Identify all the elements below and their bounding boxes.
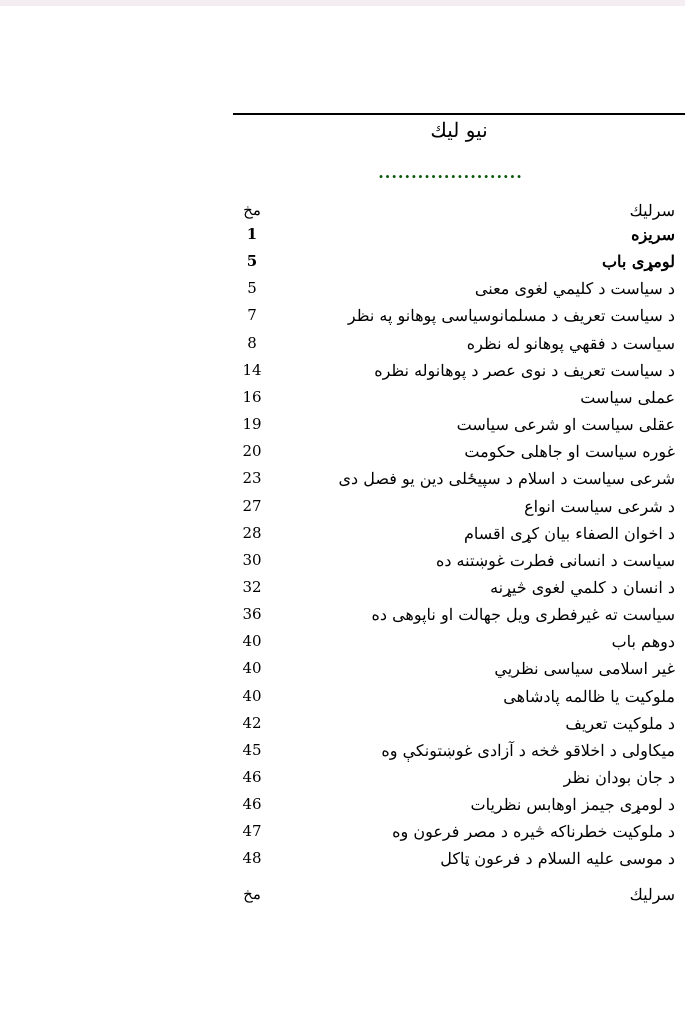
toc-entry-page: 5 [246,252,258,270]
toc-entry-label: د اخوان الصفاء بيان كړى اقسام [463,524,675,543]
toc-footer-row [0,881,685,908]
toc-entry-label: غير اسلامى سياسى نظريي [494,659,675,678]
decorative-dots: ...................... [378,163,523,182]
toc-entry-page: 47 [242,822,262,840]
toc-entry-label: سياست د فقهي پوهانو له نظره [466,334,675,353]
toc-entry-label: دوهم باب [611,632,675,651]
toc-row [0,465,685,492]
toc-header-row [0,197,685,224]
toc-row [0,791,685,818]
toc-header-page: مخ [243,201,261,219]
toc-entry-page: 46 [242,768,262,786]
toc-entry-label: سياست د انسانى فطرت غوښتنه ده [435,551,675,570]
toc-entry-label: ملوكيت يا ظالمه پادشاهى [503,687,675,706]
toc-entry-label: د جان بودان نظر [563,768,675,787]
toc-row [0,628,685,655]
toc-row [0,764,685,791]
toc-entry-page: 19 [242,415,262,433]
toc-footer-page: مخ [243,885,261,903]
page-top-strip [0,0,685,6]
toc-entry-page: 20 [242,442,262,460]
toc-row [0,384,685,411]
toc-footer-label: سرليك [629,885,675,904]
toc-entry-page: 23 [242,469,262,487]
toc-entry-page: 45 [242,741,262,759]
page-title: نيو ليك [430,118,488,142]
toc-entry-label: د ملوكيت تعريف [565,714,675,733]
toc-row [0,438,685,465]
toc-entry-page: 40 [242,659,262,677]
toc-row [0,493,685,520]
toc-entry-page: 30 [242,551,262,569]
toc-row [0,710,685,737]
toc-entry-page: 16 [242,388,262,406]
title-rule [233,113,685,115]
toc-entry-label: غوره سياست او جاهلى حكومت [464,442,675,461]
toc-row [0,818,685,845]
toc-entry-label: د ملوكيت خطرناكه څيره د مصر فرعون وه [392,822,675,841]
toc-entry-label: د سياست تعريف د مسلمانوسياسى پوهانو په نظر [347,306,675,325]
toc-entry-page: 1 [246,225,258,243]
toc-entry-label: عقلی سياست او شرعى سياست [456,415,675,434]
toc-row [0,655,685,682]
toc-row [0,601,685,628]
toc-entry-page: 32 [242,578,262,596]
toc-entry-label: د لومړى جيمز اوهابس نظريات [470,795,675,814]
toc-entry-label: سياست ته غيرفطرى ويل جهالت او ناپوهى ده [371,605,675,624]
toc-entry-label: د انسان د كلمي لغوى څيړنه [490,578,675,597]
toc-entry-page: 48 [242,849,262,867]
toc-entry-label: د سياست تعريف د نوى عصر د پوهانوله نظره [374,361,675,380]
toc-entry-page: 8 [247,334,257,352]
toc-entry-label: د سياست د كليمي لغوى معنى [474,279,675,298]
toc-row [0,547,685,574]
toc-entry-label: ميكاولى د اخلاقو څخه د آزادى غوښتونكې وه [381,741,675,760]
toc-row [0,275,685,302]
toc-entry-label: شرعى سياست د اسلام د سپيځلى دين يو فصل دى [338,469,675,488]
toc-entry-page: 14 [242,361,262,379]
toc-entry-label: سريزه [631,225,675,244]
toc-row [0,248,685,275]
toc-row [0,520,685,547]
toc-entry-page: 5 [247,279,257,297]
toc-row [0,330,685,357]
toc-entry-page: 46 [242,795,262,813]
toc-row [0,737,685,764]
toc-entry-page: 7 [247,306,257,324]
toc-row [0,683,685,710]
toc-row [0,411,685,438]
toc-entry-page: 28 [242,524,262,542]
toc-entry-page: 40 [242,632,262,650]
toc-entry-page: 42 [242,714,262,732]
toc-row [0,845,685,872]
toc-entry-label: عملی سياست [580,388,675,407]
toc-entry-label: لومړی باب [601,252,675,271]
toc-row [0,357,685,384]
toc-entry-label: د شرعى سياست انواع [524,497,675,516]
toc-row [0,221,685,248]
toc-entry-page: 27 [242,497,262,515]
toc-row [0,574,685,601]
toc-row [0,302,685,329]
toc-entry-page: 40 [242,687,262,705]
toc-entry-page: 36 [242,605,262,623]
toc-header-label: سرليك [629,201,675,220]
toc-entry-label: د موسى عليه السلام د فرعون ټاكل [440,849,675,868]
